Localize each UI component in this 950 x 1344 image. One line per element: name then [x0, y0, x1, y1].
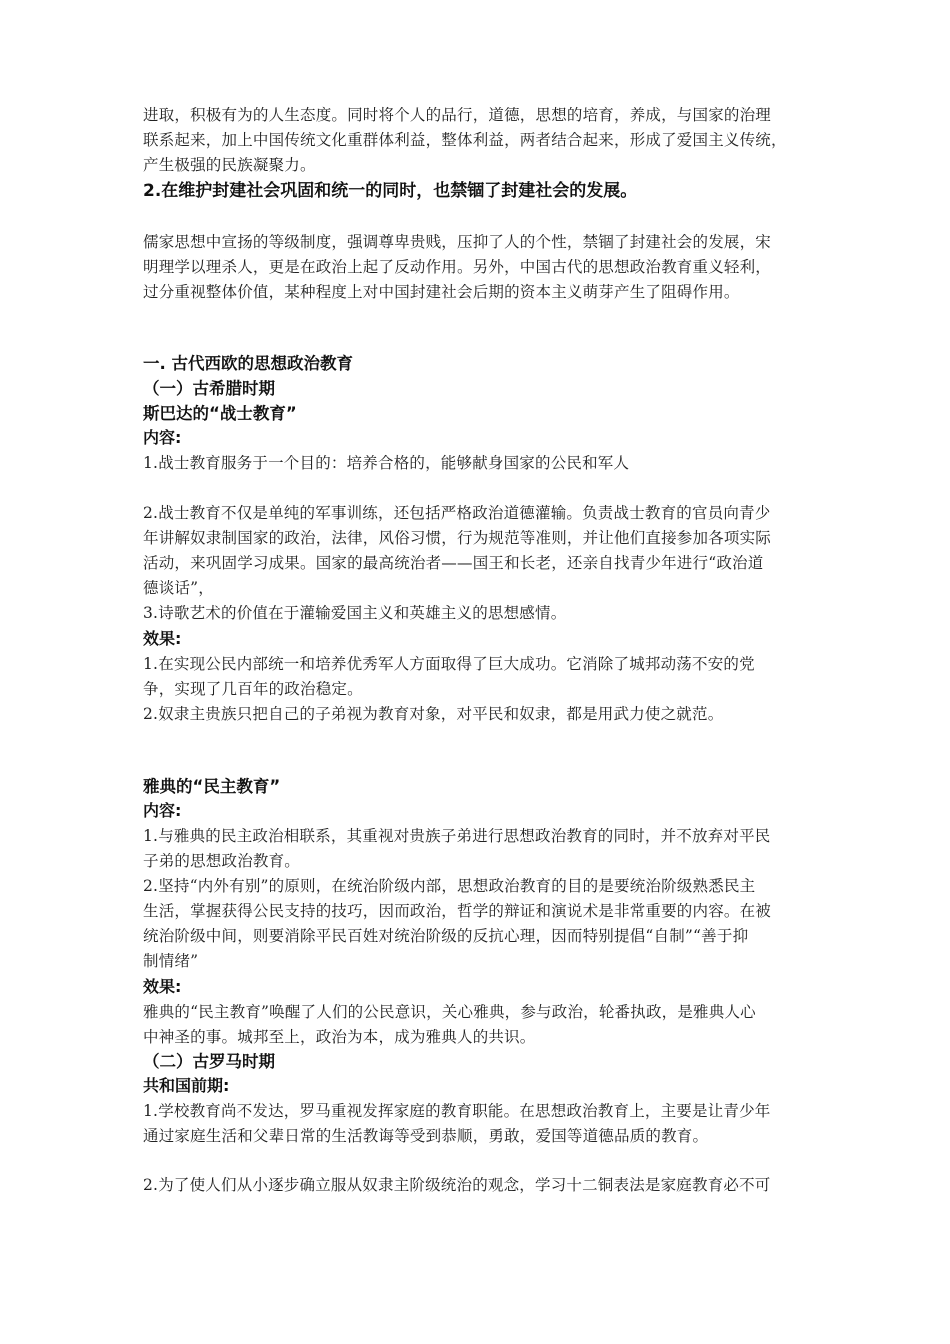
athens-item-line-6: 制情绪”: [143, 952, 199, 970]
sparta-item-1: 1.战士教育服务于一个目的：培养合格的，能够献身国家的公民和军人: [143, 454, 630, 472]
section1-title: 一. 古代西欧的思想政治教育: [143, 354, 354, 373]
sparta-item-2-line-2: 年讲解奴隶制国家的政治，法律，风俗习惯，行为规范等准则，并让他们直接参加各项实际: [143, 529, 772, 547]
athens-item-line-4: 生活，掌握获得公民支持的技巧，因而政治，哲学的辩证和演说术是非常重要的内容。在被: [143, 902, 772, 920]
sparta-content-label: 内容:: [143, 428, 182, 447]
greece-title: （一）古希腊时期: [143, 379, 275, 398]
republic-item-1-line-2: 通过家庭生活和父辈日常的生活教诲等受到恭顺，勇敢，爱国等道德品质的教育。: [143, 1127, 709, 1145]
athens-item-line-1: 1.与雅典的民主政治相联系，其重视对贵族子弟进行思想政治教育的同时，并不放弃对平民: [143, 827, 771, 845]
sparta-title: 斯巴达的“战士教育”: [143, 404, 297, 423]
athens-item-line-5: 统治阶级中间，则要消除平民百姓对统治阶级的反抗心理，因而特别提倡“自制”“善于抑: [143, 927, 749, 945]
athens-item-line-2: 子弟的思想政治教育。: [143, 852, 301, 870]
athens-item-line-3: 2.坚持“内外有别”的原则，在统治阶级内部，思想政治教育的目的是要统治阶级熟悉民主: [143, 877, 756, 895]
intro-line-1: 进取，积极有为的人生态度。同时将个人的品行，道德，思想的培育，养成，与国家的治理: [143, 106, 772, 124]
rome-title: （二）古罗马时期: [143, 1052, 275, 1071]
athens-effect-line-2: 中神圣的事。城邦至上，政治为本，成为雅典人的共识。: [143, 1028, 536, 1046]
republic-item-1-line-1: 1.学校教育尚不发达，罗马重视发挥家庭的教育职能。在思想政治教育上，主要是让青少年: [143, 1102, 771, 1120]
sparta-effect-label: 效果:: [143, 629, 182, 648]
athens-effect-label: 效果:: [143, 977, 182, 996]
sparta-item-2-line-3: 活动，来巩固学习成果。国家的最高统治者——国王和长老，还亲自找青少年进行“政治道: [143, 554, 764, 572]
republic-item-2: 2.为了使人们从小逐步确立服从奴隶主阶级统治的观念，学习十二铜表法是家庭教育必不可: [143, 1176, 771, 1194]
sparta-item-2-line-1: 2.战士教育不仅是单纯的军事训练，还包括严格政治道德灌输。负责战士教育的官员向青少: [143, 504, 771, 522]
republic-early-title: 共和国前期:: [143, 1076, 230, 1095]
sparta-effect-line-1: 1.在实现公民内部统一和培养优秀军人方面取得了巨大成功。它消除了城邦动荡不安的党: [143, 655, 755, 673]
athens-content-label: 内容:: [143, 801, 182, 820]
point2-heading: 2.在维护封建社会巩固和统一的同时，也禁锢了封建社会的发展。: [143, 181, 638, 201]
point2-line-1: 儒家思想中宣扬的等级制度，强调尊卑贵贱，压抑了人的个性，禁锢了封建社会的发展，宋: [143, 233, 772, 251]
sparta-item-2-line-4: 德谈话”，: [143, 579, 214, 597]
intro-line-2: 联系起来，加上中国传统文化重群体利益，整体利益，两者结合起来，形成了爱国主义传统，: [143, 131, 787, 149]
sparta-item-3: 3.诗歌艺术的价值在于灌输爱国主义和英雄主义的思想感情。: [143, 604, 567, 622]
sparta-effect-line-2: 争，实现了几百年的政治稳定。: [143, 680, 363, 698]
point2-line-2: 明理学以理杀人，更是在政治上起了反动作用。另外，中国古代的思想政治教育重义轻利，: [143, 258, 772, 276]
sparta-effect-line-3: 2.奴隶主贵族只把自己的子弟视为教育对象，对平民和奴隶，都是用武力使之就范。: [143, 705, 724, 723]
athens-effect-line-1: 雅典的“民主教育”唤醒了人们的公民意识，关心雅典，参与政治，轮番执政，是雅典人心: [143, 1003, 756, 1021]
intro-line-3: 产生极强的民族凝聚力。: [143, 156, 316, 174]
point2-line-3: 过分重视整体价值，某种程度上对中国封建社会后期的资本主义萌芽产生了阻碍作用。: [143, 283, 740, 301]
athens-title: 雅典的“民主教育”: [143, 777, 281, 796]
